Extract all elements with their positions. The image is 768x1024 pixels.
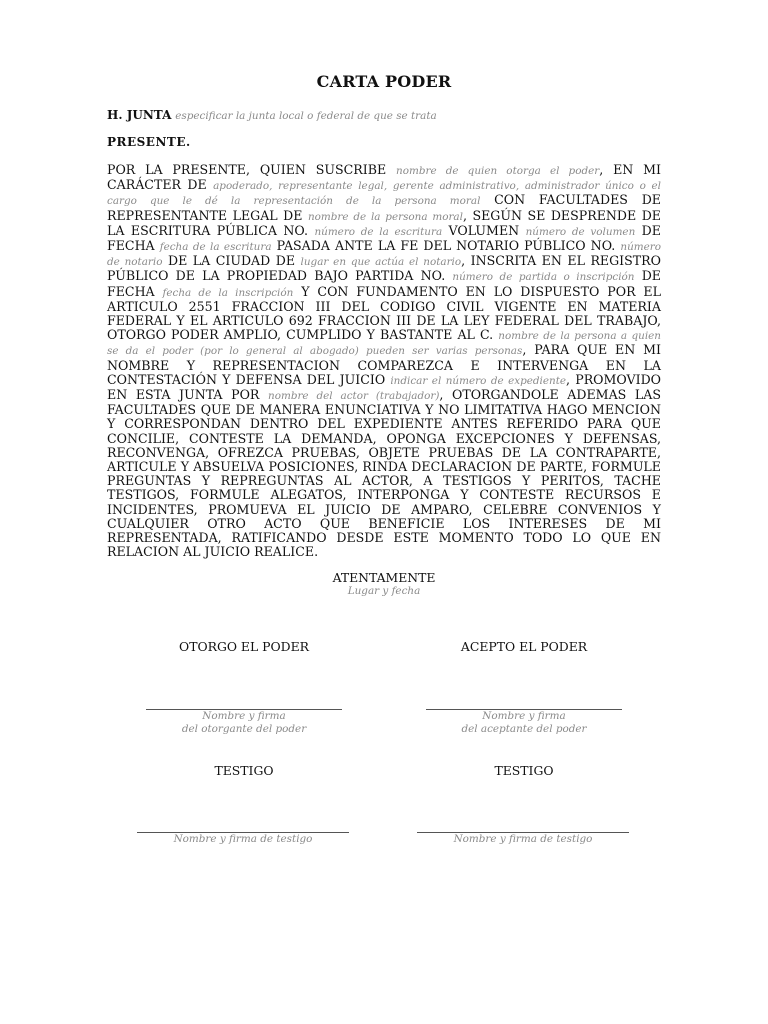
grantor-sig-line2: del otorgante del poder	[181, 723, 307, 735]
closing-placeholder: Lugar y fecha	[347, 585, 421, 597]
junta-label: H. JUNTA	[107, 108, 172, 122]
body-text-7: PASADA ANTE LA FE DEL NOTARIO PÚBLICO NO.	[271, 238, 621, 254]
witness-heading-left: TESTIGO	[214, 763, 274, 778]
acceptor-signature-caption	[405, 710, 643, 736]
closing-heading: ATENTAMENTE	[332, 570, 436, 585]
body-text-12: , PARA QUE EN MI NOMBRE Y REPRESENTACION COMPAREZCA E INTERVENGA EN LA CONTESTACIÓN Y DEFENSA DEL JUICIO	[107, 342, 661, 387]
grantor-heading: OTORGO EL PODER	[179, 639, 309, 654]
body-text-2: , EN MI CARÁCTER DE	[107, 162, 661, 193]
document-title: CARTA PODER	[316, 72, 452, 91]
placeholder-deed-date: fecha de la escritura	[159, 241, 272, 254]
placeholder-grantor-name: nombre de quien otorga el poder	[396, 165, 600, 177]
body-text-4: , SEGÚN SE DESPRENDE DE LA ESCRITURA PÚBLICA NO.	[107, 207, 661, 238]
placeholder-company-name: nombre de la persona moral	[307, 210, 463, 223]
placeholder-entry-date: fecha de la inscripción	[162, 286, 294, 299]
grantor-sig-line1: Nombre y firma	[202, 710, 286, 722]
placeholder-notary-city: lugar en que actúa el notario	[300, 256, 462, 269]
witness-right-caption: Nombre y firma de testigo	[453, 833, 593, 845]
junta-placeholder: especificar la junta local o federal de que se trata	[175, 110, 437, 122]
body-text-6: DE FECHA	[107, 222, 661, 254]
junta-line	[107, 108, 437, 122]
body-text-5: VOLUMEN	[442, 222, 526, 238]
body-text-8: DE LA CIUDAD DE	[162, 253, 301, 269]
body-text-1: POR LA PRESENTE, QUIEN SUSCRIBE	[107, 162, 397, 177]
body-text-9: , INSCRITA EN EL REGISTRO PÚBLICO DE LA PROPIEDAD BAJO PARTIDA NO.	[107, 253, 661, 284]
placeholder-volume-number: número de volumen	[525, 225, 636, 238]
placeholder-case-number: indicar el número de expediente	[390, 374, 567, 387]
body-text-3: CON FACULTADES DE REPRESENTANTE LEGAL DE	[107, 192, 661, 223]
placeholder-grantor-role: apoderado, representante legal, gerente administrativo, administrador único o el cargo que le dé la representación de la persona moral	[107, 180, 661, 208]
acceptor-heading: ACEPTO EL PODER	[460, 639, 588, 654]
acceptor-sig-line1: Nombre y firma	[482, 710, 566, 722]
placeholder-deed-number: número de la escritura	[314, 225, 443, 238]
body-text-10: DE FECHA	[107, 268, 661, 299]
body-text-13: , PROMOVIDO EN ESTA JUNTA POR	[107, 371, 661, 403]
witness-left-caption: Nombre y firma de testigo	[173, 833, 313, 845]
placeholder-notary-number: número de notario	[107, 241, 661, 269]
body-text-11: Y CON FUNDAMENTO EN LO DISPUESTO POR EL ARTICULO 2551 FRACCION III DEL CODIGO CIVIL VIGENTE EN MATERIA FEDERAL Y EL ARTICULO 692 FRACCION III DE LA LEY FEDERAL DEL TRABAJO, OTORGO PODER AMPLIO, CUMPLIDO Y BASTANTE AL C.	[107, 283, 661, 343]
presente-heading: PRESENTE.	[107, 135, 191, 149]
placeholder-entry-number: número de partida o inscripción	[452, 271, 635, 284]
grantor-signature-caption	[125, 710, 363, 736]
witness-heading-right: TESTIGO	[494, 763, 554, 778]
body-paragraph	[107, 163, 661, 559]
placeholder-attorney-name: nombre de la persona a quien se da el poder (por lo general al abogado) pueden ser varias personas	[107, 330, 661, 358]
placeholder-plaintiff-name: nombre del actor (trabajador)	[268, 390, 440, 403]
acceptor-sig-line2: del aceptante del poder	[461, 723, 587, 735]
body-text-14: , OTORGANDOLE ADEMAS LAS FACULTADES QUE DE MANERA ENUNCIATIVA Y NO LIMITATIVA HAGO MENCION Y CORRESPONDAN DENTRO DEL EXPEDIENTE ANTES REFERIDO PARA QUE CONCILIE, CONTESTE LA DEMANDA, OPONGA EXCEPCIONES Y DEFENSAS, RECONVENGA, OFREZCA PRUEBAS, OBJETE PRUEBAS DE LA CONTRAPARTE, ARTICULE Y ABSUELVA POSICIONES, RINDA DECLARACION DE PARTE, FORMULE PREGUNTAS Y REPREGUNTAS AL ACTOR, A TESTIGOS Y PERITOS, TACHE TESTIGOS, FORMULE ALEGATOS, INTERPONGA Y CONTESTE RECURSOS E INCIDENTES, PROMUEVA EL JUICIO DE AMPARO, CELEBRE CONVENIOS Y CUALQUIER OTRO ACTO QUE BENEFICIE LOS INTERESES DE MI REPRESENTADA, RATIFICANDO DESDE ESTE MOMENTO TODO LO QUE EN RELACION AL JUICIO REALICE.	[107, 387, 661, 560]
